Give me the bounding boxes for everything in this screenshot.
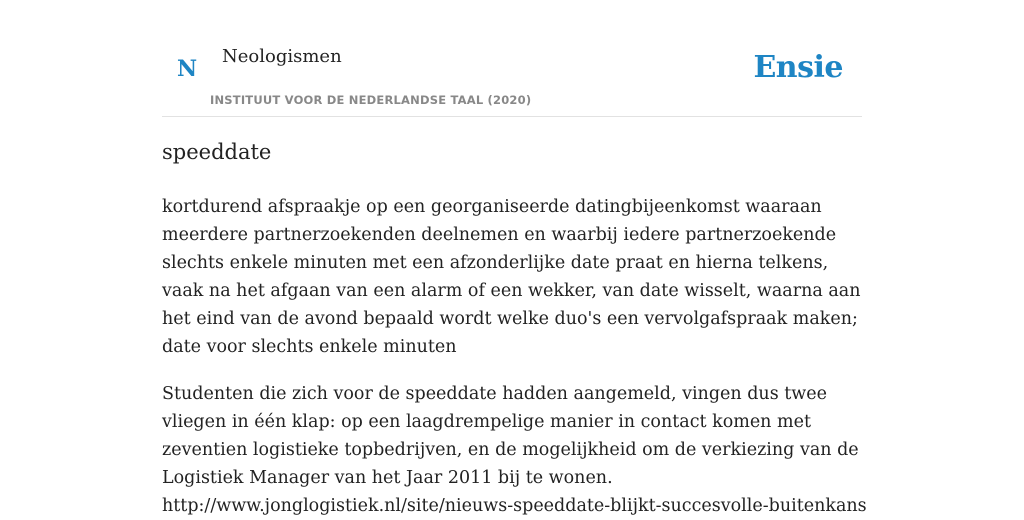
entry-example	[162, 380, 867, 520]
example-source-link[interactable]: http://www.jonglogistiek.nl/site/nieuws-speeddate-blijkt-succesvolle-buitenkans	[162, 496, 867, 516]
entry-definition: kortdurend afspraakje op een georganiseerde datingbijeenkomst waaraan meerdere partnerzoekenden deelnemen en waarbij iedere partnerzoekende slechts enkele minuten met een afzonderlijke date praat en hierna telkens, vaak na het afgaan van een alarm of een wekker, van date wisselt, waarna aan het eind van de avond bepaald wordt welke duo's een vervolgafspraak maken; date voor slechts enkele minuten	[162, 197, 861, 357]
source-name-link[interactable]: Neologismen	[222, 46, 342, 67]
entry-page	[162, 0, 867, 516]
entry-term: speeddate	[162, 140, 272, 164]
entry-header	[162, 0, 862, 117]
source-publisher: INSTITUUT VOOR DE NEDERLANDSE TAAL (2020)	[210, 93, 532, 107]
example-quote: Studenten die zich voor de speeddate hadden aangemeld, vingen dus twee vliegen in één klap: op een laagdrempelige manier in contact komen met zeventien logistieke topbedrijven, en de mogelijkheid om de verkiezing van de Logistiek Manager van het Jaar 2011 bij te wonen.	[162, 384, 859, 488]
ensie-logo[interactable]: Ensie	[753, 50, 843, 85]
source-initial-badge: N	[177, 56, 198, 82]
